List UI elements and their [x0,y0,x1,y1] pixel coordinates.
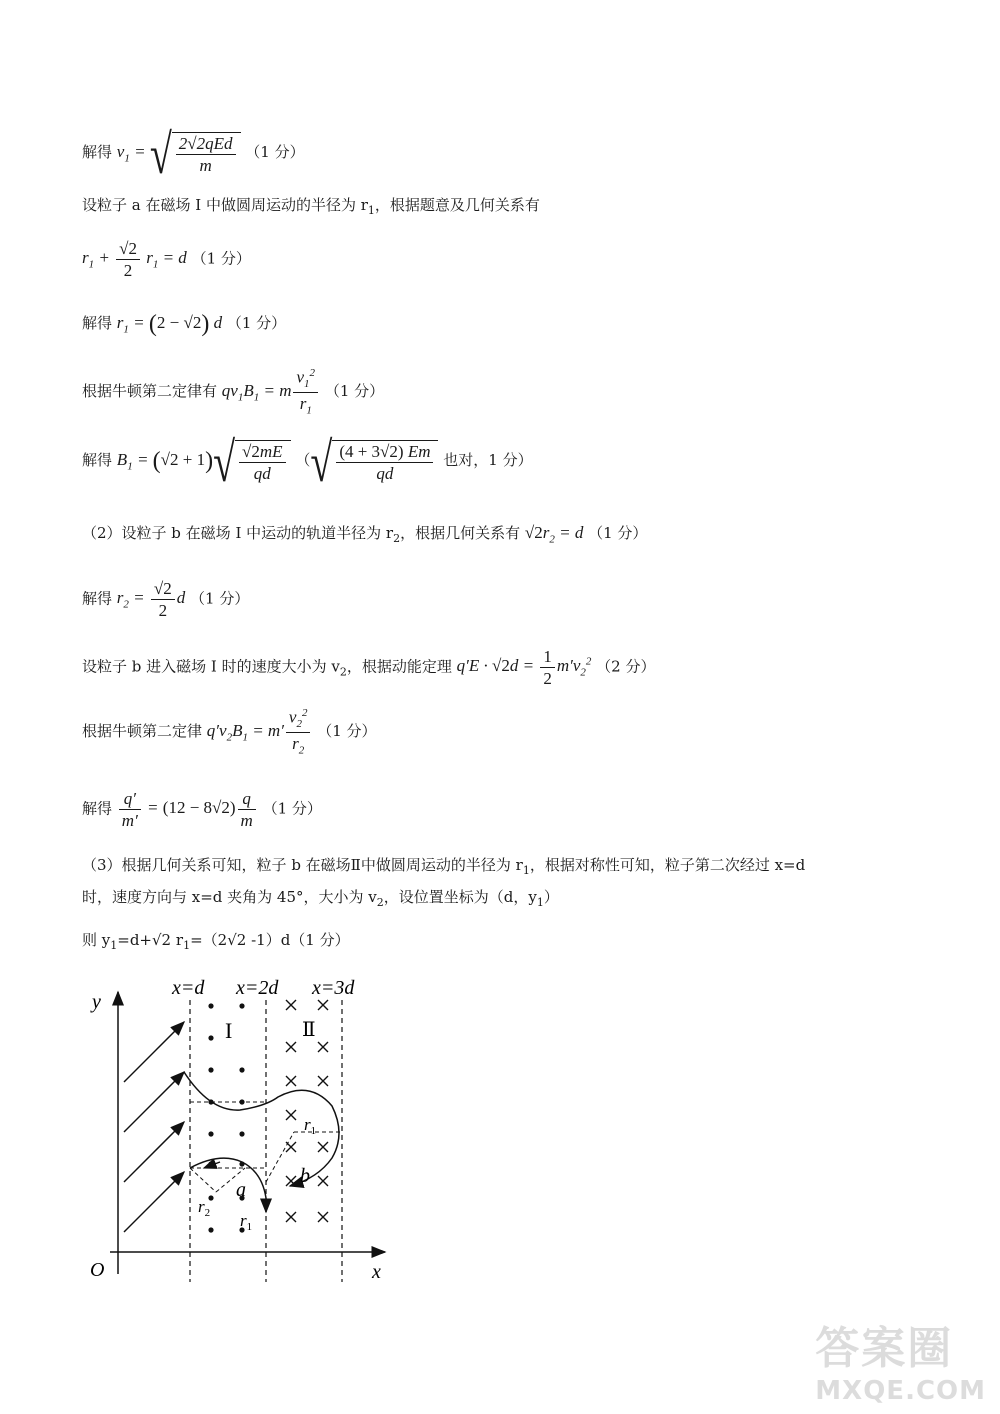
line-newton-a: 根据牛顿第二定律有 $qv_1B_1 = m$ $\frac{v_1^2}{r_1}$ （1 分） [82,367,385,417]
line-r1-definition: 设粒子 a 在磁场 I 中做圆周运动的半径为 $r_1$，根据题意及几何关系有 [82,196,540,217]
line-part3-a: （3）根据几何关系可知，粒子 b 在磁场Ⅱ中做圆周运动的半径为 $r_1$，根据对称性可知，粒子第二次经过 x=d [82,856,806,877]
line-r2-solution: 解得 $r_2$ = $\frac{√2}{2}$ d （1 分） [82,579,250,620]
magnetic-field-diagram [80,972,390,1302]
radius-r1-label: $r_1$ [304,1115,317,1137]
line-newton-b: 根据牛顿第二定律 $q'v_2B_1 = m'$ $\frac{v_2^2}{r_2}$ （1 分） [82,707,377,757]
y-axis-label: y [92,991,101,1013]
line-b1-solution: 解得 $B_1 = (√2 + 1)√$ $\frac{√2mE}{qd}$ （√ $\frac{(4 + 3√2) Em}{qd}$ 也对，1 分） [82,430,533,494]
line-v1-solution: 解得 $v_1$ = √ $\frac{\text{2√2qEd}}{m}$ （1 分） [82,122,305,186]
formula-geometry-r1: $r_1$ + $\frac{√2}{2}$ $r_1 = d$ [82,239,187,280]
line-energy-theorem: 设粒子 b 进入磁场 I 时的速度大小为 $v_2$，根据动能定理 q′E · √2d = $\frac{1}{2}$ $m'v_2^2$ （2 分） [82,647,656,688]
site-watermark: 答案圈 MXQE.COM [815,1323,986,1406]
origin-label: O [90,1259,105,1281]
line-geometry-r1: $r_1$ + $\frac{√2}{2}$ $r_1 = d$ （1 分） [82,239,251,280]
formula-b1-alt: √ $\frac{(4 + 3√2) Em}{qd}$ [310,450,438,469]
electric-field-arrows [124,1022,184,1232]
label-x-equals-2d: x=2d [236,977,279,999]
formula-newton-b: $q'v_2B_1 = m'$ $\frac{v_2^2}{r_2}$ [207,721,313,740]
x-axis-label: x [372,1261,381,1283]
formula-r2: $r_2$ = $\frac{√2}{2}$ d [116,579,186,620]
particle-a-label: a [236,1179,246,1201]
line-part2-r2: （2）设粒子 b 在磁场 I 中运动的轨道半径为 $r_2$，根据几何关系有 $√2r_2 = d$ （1 分） [82,523,648,546]
formula-newton-a: $qv_1B_1 = m$ $\frac{v_1^2}{r_1}$ [222,381,320,400]
label-x-equals-d: x=d [172,977,205,999]
line-r1-solution: 解得 $r_1 = (2 - √2)$ d （1 分） [82,311,287,337]
line-y1-result: 则 $y_1=d+√2$ $r_1=(2√2$ -1）d（1 分） [82,931,350,952]
formula-v1: $v_1$ = √ $\frac{\text{2√2qEd}}{m}$ [117,142,241,161]
formula-energy: q′E · √2d = $\frac{1}{2}$ $m'v_2^2$ [456,647,592,688]
region-II-label: Ⅱ [302,1019,316,1041]
radius-r1-lower-label: $r_1$ [240,1211,253,1233]
line-part3-b: 时，速度方向与 x=d 夹角为 45°，大小为 $v_2$，设位置坐标为（d，$y_1$） [82,888,559,909]
label-x-equals-3d: x=3d [312,977,355,999]
formula-r1: $r_1 = (2 - √2)$ d [116,311,223,337]
formula-b1: $B_1 = (√2 + 1)√$ $\frac{√2mE}{qd}$ [117,450,291,469]
formula-geometry-r2: $√2r_2 = d$ [524,523,584,546]
line-charge-ratio: 解得 $\frac{q'}{m'}$ = (12 − 8√2) $\frac{q}{m}$ （1 分） [82,789,322,830]
formula-charge-ratio: $\frac{q'}{m'}$ = (12 − 8√2) $\frac{q}{m}$ [117,798,258,817]
particle-b-label: b [300,1165,310,1187]
region-I-label: I [225,1018,233,1043]
radius-r2-label: $r_2$ [198,1197,211,1219]
